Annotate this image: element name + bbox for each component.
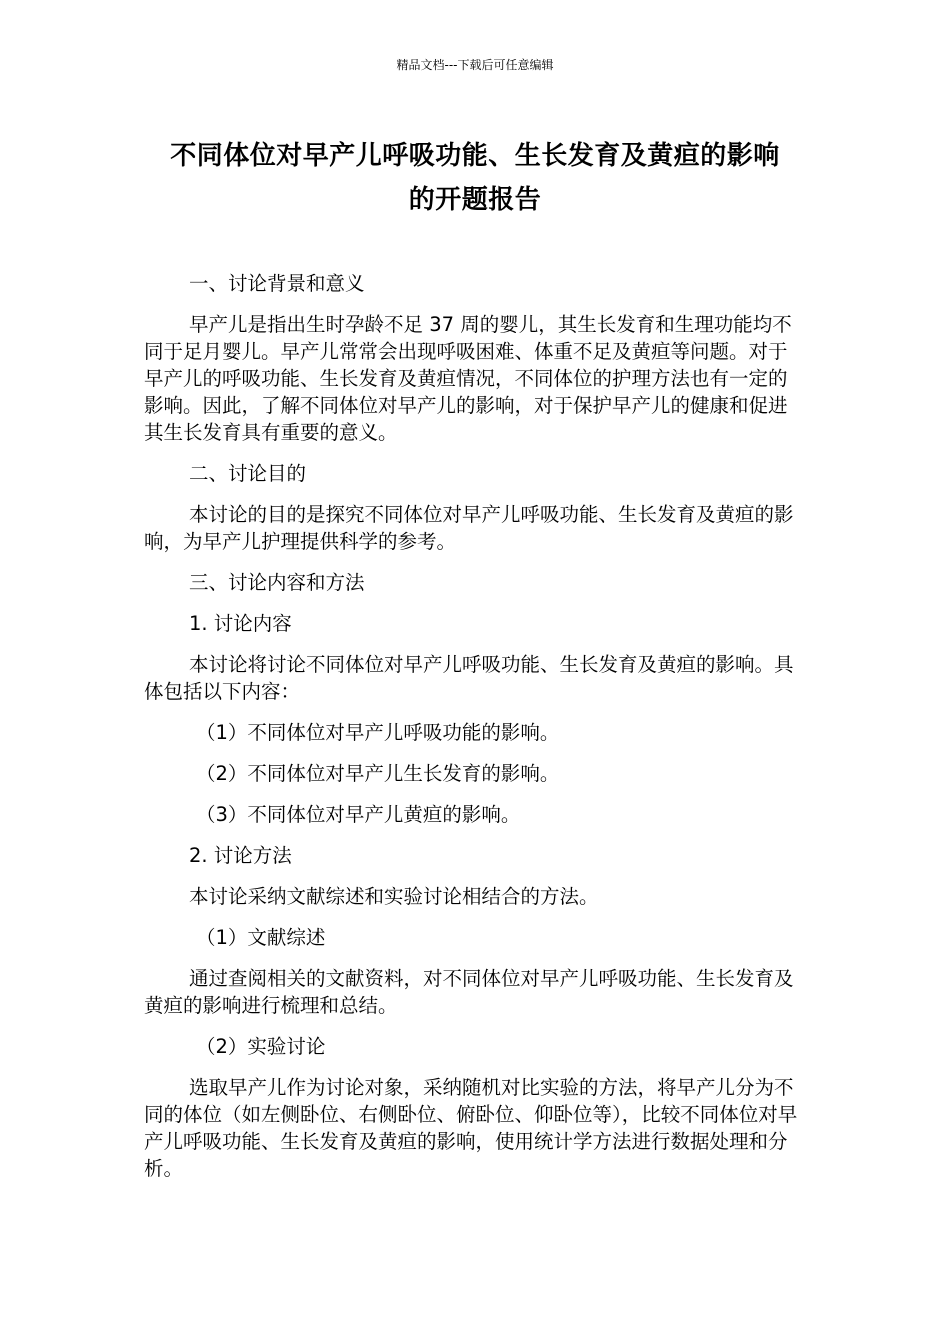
title-line-2: 的开题报告 [408, 185, 542, 215]
list-item-respiration: （1）不同体位对早产儿呼吸功能的影响。 [196, 721, 560, 744]
subheading-method: 2. 讨论方法 [189, 844, 292, 867]
paragraph-literature-review: 通过查阅相关的文献资料，对不同体位对早产儿呼吸功能、生长发育及黄疸的影响进行梳理和总结。 [144, 967, 794, 1017]
page-header: 精品文档---下载后可任意编辑 [396, 58, 554, 72]
section-heading-background: 一、讨论背景和意义 [189, 272, 365, 295]
title-line-1: 不同体位对早产儿呼吸功能、生长发育及黄疸的影响 [170, 141, 780, 171]
section-heading-content-method: 三、讨论内容和方法 [189, 571, 365, 594]
document-title [140, 134, 810, 222]
list-item-jaundice: （3）不同体位对早产儿黄疸的影响。 [196, 803, 521, 826]
list-item-growth: （2）不同体位对早产儿生长发育的影响。 [196, 762, 560, 785]
list-item-experiment: （2）实验讨论 [196, 1035, 326, 1058]
paragraph-content: 本讨论将讨论不同体位对早产儿呼吸功能、生长发育及黄疸的影响。具体包括以下内容： [144, 653, 794, 703]
paragraph-background: 早产儿是指出生时孕龄不足 37 周的婴儿，其生长发育和生理功能均不同于足月婴儿。早产儿常常会出现呼吸困难、体重不足及黄疸等问题。对于早产儿的呼吸功能、生长发育及黄疸情况，不同体位的护理方法也有一定的影响。因此，了解不同体位对早产儿的影响，对于保护早产儿的健康和促进其生长发育具有重要的意义。 [144, 313, 792, 444]
subheading-content: 1. 讨论内容 [189, 612, 292, 635]
paragraph-experiment: 选取早产儿作为讨论对象，采纳随机对比实验的方法，将早产儿分为不同的体位（如左侧卧位、右侧卧位、俯卧位、仰卧位等），比较不同体位对早产儿呼吸功能、生长发育及黄疸的影响，使用统计学方法进行数据处理和分析。 [144, 1076, 798, 1180]
section-heading-purpose: 二、讨论目的 [189, 462, 307, 485]
list-item-literature-review: （1）文献综述 [196, 926, 326, 949]
paragraph-method: 本讨论采纳文献综述和实验讨论相结合的方法。 [189, 885, 599, 908]
paragraph-purpose: 本讨论的目的是探究不同体位对早产儿呼吸功能、生长发育及黄疸的影响，为早产儿护理提供科学的参考。 [144, 503, 794, 553]
document-body [144, 270, 806, 1196]
